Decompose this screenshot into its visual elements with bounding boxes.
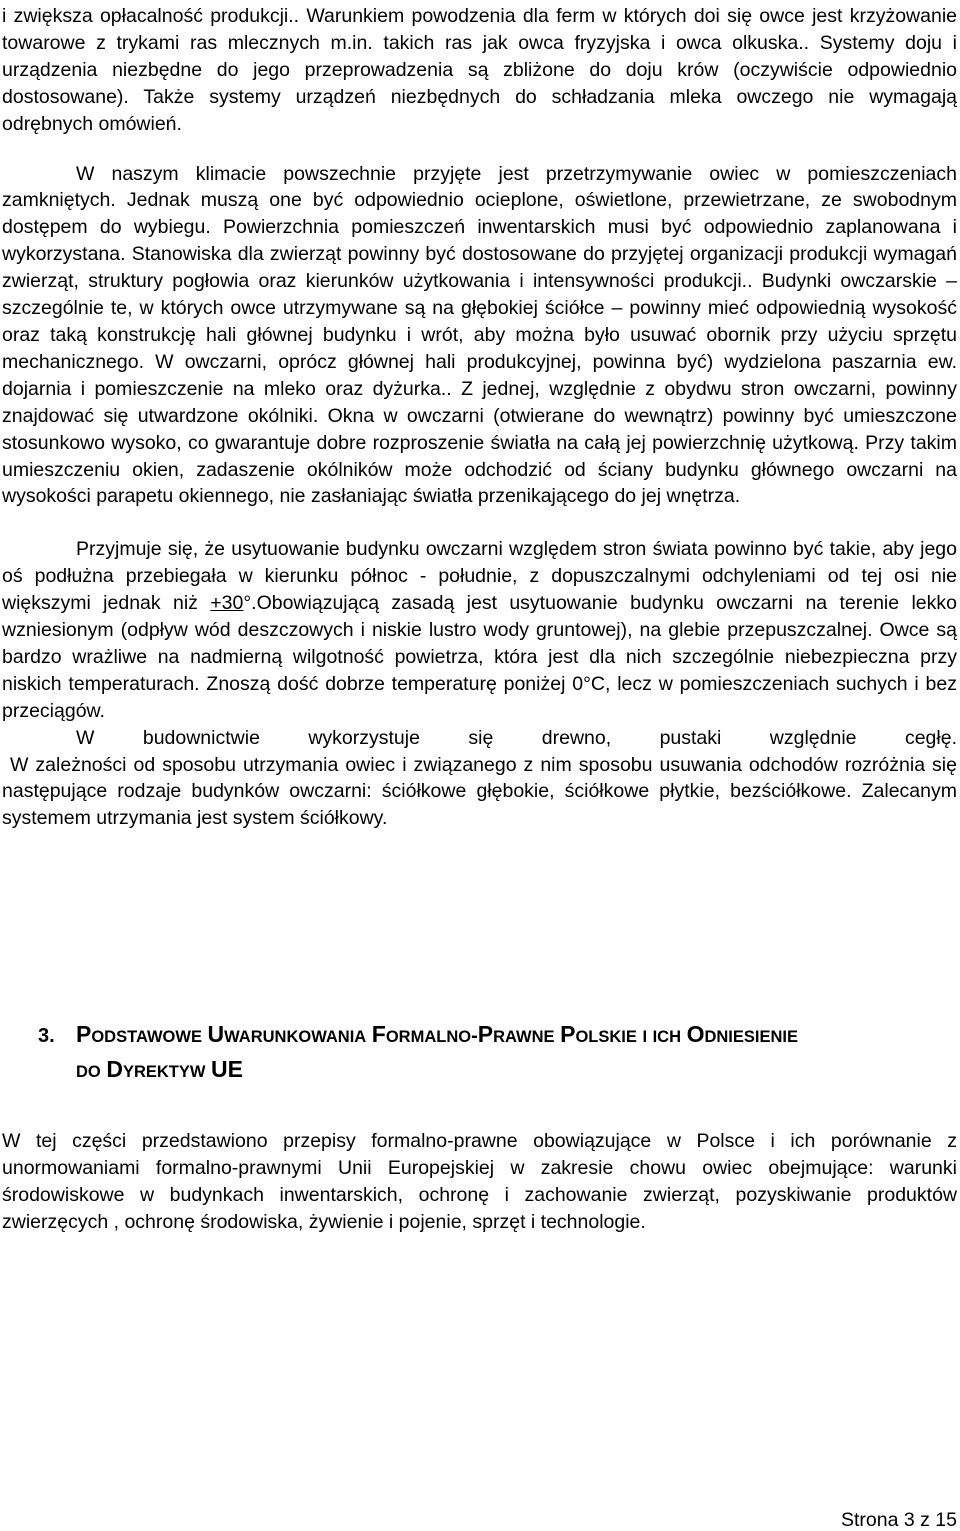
paragraph-3-part-1: Przyjmuje się, że usytuowanie budynku owczarni względem stron świata powinno być takie, aby jego oś podłużna przebiegała w kierunku północ - południe, z dopuszczalnymi odchyleniami od tej osi nie większymi jednak niż xyxy=(2,538,957,615)
paragraph-4: W budownictwie wykorzystuje się drewno, pustaki względnie cegłę. xyxy=(76,726,957,749)
section-title xyxy=(38,1021,938,1088)
page-number-footer: Strona 3 z 15 xyxy=(841,1509,957,1531)
section-heading xyxy=(38,1018,938,1088)
paragraph-3-part-2: °.Obowiązującą zasadą jest usytuowanie budynku owczarni na terenie lekko wzniesionym (odpływ wód deszczowych i niskie lustro wody gruntowej), na glebie przepuszczalnej. Owce są bardzo wrażliwe na nadmierną wilgotność powietrza, która jest dla nich szczególnie niebezpieczna przy niskich temperaturach. Znoszą dość dobrze temperaturę poniżej 0°C, lecz w pomieszczeniach suchych i bez przeciągów. xyxy=(2,592,957,722)
section-number: 3. xyxy=(38,1025,55,1047)
paragraph-1: i zwiększa opłacalność produkcji.. Warunkiem powodzenia dla ferm w których doi się owce jest krzyżowanie towarowe z trykami ras mlecznych m.in. takich ras jak owca fryzyjska i owca olkuska.. Systemy doju i urządzenia niezbędne do jego przeprowadzenia są zbliżone do doju krów (oczywiście odpowiednio dostosowane). Także systemy urządzeń niezbędnych do schładzania mleka owczego nie wymagają odrębnych omówień. xyxy=(2,5,957,135)
paragraph-5: W zależności od sposobu utrzymania owiec i związanego z nim sposobu usuwania odchodów rozróżnia się następujące rodzaje budynków owczarni: ściółkowe głębokie, ściółkowe płytkie, bezściółkowe. Zalecanym systemem utrzymania jest system ściółkowy. xyxy=(2,753,957,830)
paragraph-3 xyxy=(2,536,957,724)
angle-value: +30 xyxy=(210,592,244,615)
section-title-line: DO DYREKTYW UE xyxy=(76,1056,243,1082)
section-title-line: PODSTAWOWE UWARUNKOWANIA FORMALNO-PRAWNE POLSKIE I ICH ODNIESIENIE xyxy=(76,1021,798,1047)
paragraph-2: W naszym klimacie powszechnie przyjęte jest przetrzymywanie owiec w pomieszczeniach zamkniętych. Jednak muszą one być odpowiednio ocieplone, oświetlone, przewietrzane, ze swobodnym dostępem do wybiegu. Powierzchnia pomieszczeń inwentarskich musi być odpowiednio zaplanowana i wykorzystana. Stanowiska dla zwierząt powinny być dostosowane do przyjętej organizacji produkcji wymagań zwierząt, struktury pogłowia oraz kierunków użytkowania i intensywności produkcji.. Budynki owczarskie – szczególnie te, w których owce utrzymywane są na głębokiej ściółce – powinny mieć odpowiednią wysokość oraz taką konstrukcję hali głównej budynku i wrót, aby można było usuwać obornik przy użyciu sprzętu mechanicznego. W owczarni, oprócz głównej hali produkcyjnej, powinna być) wydzielona paszarnia ew. dojarnia i pomieszczenie na mleko oraz dyżurka.. Z jednej, względnie z obydwu stron owczarni, powinny znajdować się utwardzone okólniki. Okna w owczarni (otwierane do wewnątrz) powinny być umieszczone stosunkowo wysoko, co gwarantuje dobre rozproszenie światła na całą jej powierzchnię użytkową. Przy takim umieszczeniu okien, zadaszenie okólników może odchodzić od ściany budynku głównego owczarni na wysokości parapetu okiennego, nie zasłaniając światła przenikającego do jej wnętrza. xyxy=(2,162,957,508)
paragraph-6: W tej części przedstawiono przepisy formalno-prawne obowiązujące w Polsce i ich porównanie z unormowaniami formalno-prawnymi Unii Europejskiej w zakresie chowu owiec obejmujące: warunki środowiskowe w budynkach inwentarskich, ochronę i zachowanie zwierząt, pozyskiwanie produktów zwierzęcych , ochronę środowiska, żywienie i pojenie, sprzęt i technologie. xyxy=(2,1130,957,1233)
document-page xyxy=(2,0,957,832)
